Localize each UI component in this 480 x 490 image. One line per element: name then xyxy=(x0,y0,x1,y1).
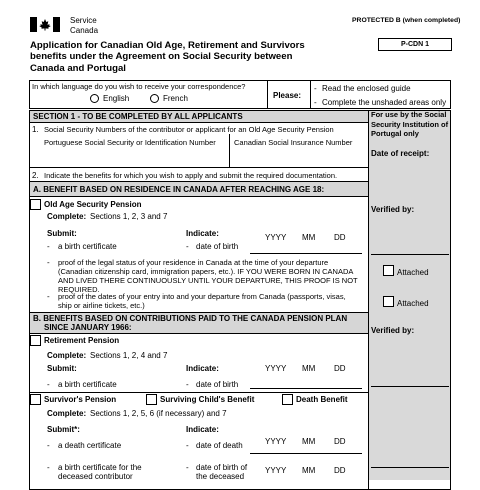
dash: - xyxy=(47,258,50,267)
q2-text: Indicate the benefits for which you wish to apply and submit the required documentation. xyxy=(44,171,338,180)
form-title: Application for Canadian Old Age, Retirement and Survivors benefits under the Agreement on Social Security between Canada and Portugal xyxy=(30,40,305,74)
death-benefit-label: Death Benefit xyxy=(296,395,348,404)
date-of-birth-text: date of birth xyxy=(196,242,239,251)
date-of-death-field[interactable] xyxy=(250,453,362,454)
dash: - xyxy=(186,242,189,251)
note-read-guide: Read the enclosed guide xyxy=(322,84,411,93)
dash: - xyxy=(47,292,50,301)
dash: - xyxy=(47,242,50,251)
canadian-sin-field[interactable] xyxy=(233,150,363,165)
q1-text: Social Security Numbers of the contributor or applicant for an Old Age Security Pension xyxy=(44,125,334,134)
agency-name-line2: Canada xyxy=(70,26,99,35)
attached-label: Attached xyxy=(397,268,429,277)
indicate-label: Indicate: xyxy=(186,364,219,373)
complete-label: Complete: xyxy=(47,409,87,418)
yyyy-label: YYYY xyxy=(265,466,287,475)
mm-label: MM xyxy=(302,233,316,242)
yyyy-label: YYYY xyxy=(265,364,287,373)
retirement-pension-checkbox[interactable] xyxy=(30,335,41,346)
mm-label: MM xyxy=(302,364,316,373)
protected-label: PROTECTED B (when completed) xyxy=(352,17,461,24)
dash: - xyxy=(47,380,50,389)
date-birth-deceased-line2: the deceased xyxy=(196,472,245,481)
yyyy-label: YYYY xyxy=(265,437,287,446)
indicate-label: Indicate: xyxy=(186,229,219,238)
partB-heading-line2: SINCE JANUARY 1966: xyxy=(44,323,132,332)
portuguese-number-label: Portuguese Social Security or Identification Number xyxy=(44,138,216,147)
retirement-date-of-birth-field[interactable] xyxy=(250,388,362,389)
canada-flag-logo xyxy=(30,17,60,32)
dash: - xyxy=(186,441,189,450)
complete-label: Complete: xyxy=(47,351,87,360)
french-label: French xyxy=(163,94,188,103)
portuguese-number-field[interactable] xyxy=(40,150,225,165)
death-benefit-checkbox[interactable] xyxy=(282,394,293,405)
section1-heading: SECTION 1 - TO BE COMPLETED BY ALL APPLICANTS xyxy=(33,112,243,121)
birth-cert-deceased-line2: deceased contributor xyxy=(58,472,133,481)
dd-label: DD xyxy=(334,466,346,475)
dash: - xyxy=(186,380,189,389)
dash: - xyxy=(314,98,317,107)
surviving-child-label: Surviving Child's Benefit xyxy=(160,395,255,404)
q1-number: 1. xyxy=(32,125,39,134)
date-of-birth-field[interactable] xyxy=(250,253,362,254)
form-code-box xyxy=(378,38,452,51)
q2-number: 2. xyxy=(32,171,39,180)
survivors-pension-checkbox[interactable] xyxy=(30,394,41,405)
partB-surv-complete-sections: Sections 1, 2, 5, 6 (if necessary) and 7 xyxy=(90,409,227,418)
complete-label: Complete: xyxy=(47,212,87,221)
partA-heading: A. BENEFIT BASED ON RESIDENCE IN CANADA AFTER REACHING AGE 18: xyxy=(33,185,325,194)
attached-label: Attached xyxy=(397,299,429,308)
attached-checkbox-2[interactable] xyxy=(383,296,394,307)
surviving-child-checkbox[interactable] xyxy=(146,394,157,405)
proof-dates: proof of the dates of your entry into and your departure from Canada (passports, visas, ship or airline tickets, etc.) xyxy=(58,292,346,310)
mm-label: MM xyxy=(302,466,316,475)
birth-cert-deceased-line1: a birth certificate for the xyxy=(58,463,142,472)
date-of-death-text: date of death xyxy=(196,441,243,450)
birth-cert-text: a birth certificate xyxy=(58,380,117,389)
yyyy-label: YYYY xyxy=(265,233,287,242)
date-birth-deceased-line1: date of birth of xyxy=(196,463,248,472)
submit-label: Submit: xyxy=(47,364,77,373)
partB-ret-complete-sections: Sections 1, 2, 4 and 7 xyxy=(90,351,168,360)
birth-cert-text: a birth certificate xyxy=(58,242,117,251)
dd-label: DD xyxy=(334,364,346,373)
dd-label: DD xyxy=(334,233,346,242)
form-code: P-CDN 1 xyxy=(400,41,429,48)
english-radio[interactable] xyxy=(90,94,99,103)
attached-checkbox-1[interactable] xyxy=(383,265,394,276)
dash: - xyxy=(186,463,189,472)
verified-label: Verified by: xyxy=(371,205,415,214)
retirement-pension-label: Retirement Pension xyxy=(44,336,120,345)
date-of-birth-text: date of birth xyxy=(196,380,239,389)
death-cert-text: a death certificate xyxy=(58,441,122,450)
submit-star-label: Submit*: xyxy=(47,425,80,434)
old-age-security-label: Old Age Security Pension xyxy=(44,200,142,209)
note-complete-unshaded: Complete the unshaded areas only xyxy=(322,98,447,107)
mm-label: MM xyxy=(302,437,316,446)
english-label: English xyxy=(103,94,130,103)
dash: - xyxy=(47,441,50,450)
partB-heading-line1: B. BENEFITS BASED ON CONTRIBUTIONS PAID TO THE CANADA PENSION PLAN xyxy=(33,314,348,323)
old-age-security-checkbox[interactable] xyxy=(30,199,41,210)
verified-label: Verified by: xyxy=(371,326,415,335)
canadian-sin-label: Canadian Social Insurance Number xyxy=(234,138,353,147)
survivors-pension-label: Survivor's Pension xyxy=(44,395,117,404)
partA-complete-sections: Sections 1, 2, 3 and 7 xyxy=(90,212,168,221)
dd-label: DD xyxy=(334,437,346,446)
sidebar-title: For use by the Social Security Institution of Portugal only xyxy=(371,110,449,138)
dash: - xyxy=(314,84,317,93)
receipt-label: Date of receipt: xyxy=(371,149,430,158)
indicate-label: Indicate: xyxy=(186,425,219,434)
language-question: In which language do you wish to receive your correspondence? xyxy=(32,82,246,91)
french-radio[interactable] xyxy=(150,94,159,103)
agency-name-line1: Service xyxy=(70,16,97,25)
proof-legal-status: proof of the legal status of your residence in Canada at the time of your departure (Canadian citizenship card, immigration papers, etc.). IF YOU WERE BORN IN CANADA AND LIVED THERE CONTINUOUSLY UNTIL YOUR DEPARTURE, THIS PROOF IS NOT REQUIRED. xyxy=(58,258,358,294)
submit-label: Submit: xyxy=(47,229,77,238)
please-label: Please: xyxy=(273,91,302,100)
dash: - xyxy=(47,463,50,472)
